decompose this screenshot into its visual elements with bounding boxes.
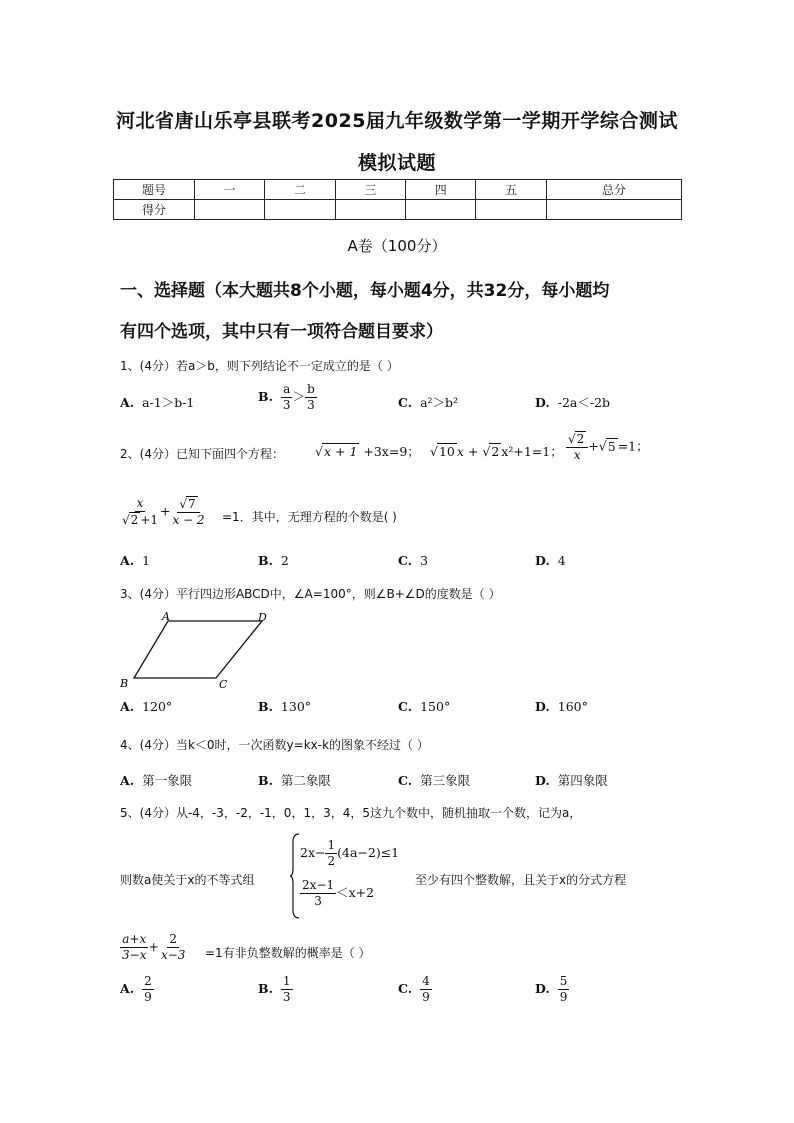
- q1-option-a: A. a-1＞b-1: [120, 395, 195, 410]
- q2-option-d: D. 4: [535, 553, 566, 568]
- q4-option-b: B. 第二象限: [258, 773, 331, 788]
- question-1-stem: 1、(4分）若a＞b，则下列结论不一定成立的是（ ）: [120, 359, 399, 373]
- section-heading-line2: 有四个选项，其中只有一项符合题目要求）: [120, 322, 443, 342]
- table-cell: 一: [195, 180, 265, 200]
- part-a-heading: A卷（100分）: [347, 237, 447, 255]
- question-2-stem: 2、(4分）已知下面四个方程：: [120, 447, 284, 461]
- score-input-cell[interactable]: [335, 200, 405, 220]
- question-5-stem-line1: 5、(4分）从-4，-3，-2，-1，0，1，3，4，5这九个数中，随机抽取一个数，记为a，: [120, 806, 582, 820]
- question-5-stem-right: 至少有四个整数解，且关于x的分式方程: [415, 873, 627, 887]
- inequality-1: 2x− $\frac{1}{2}$ (4a−2)≤1: [300, 838, 400, 868]
- question-4-stem: 4、(4分）当k＜0时，一次函数y=kx-k的图象不经过（ ）: [120, 738, 429, 752]
- vertex-label-c: C: [219, 678, 228, 691]
- parallelogram-figure: [118, 610, 278, 692]
- q2-option-c: C. 3: [398, 553, 429, 568]
- q2-equation-2: √10 x + √2 x²+1=1；: [430, 444, 563, 459]
- q5-option-b: B. $\frac{1}{3}$: [258, 974, 291, 1004]
- q5-option-a: A. $\frac{2}{9}$: [120, 974, 152, 1004]
- score-table-header-row: [114, 180, 682, 200]
- score-input-cell[interactable]: [546, 200, 681, 220]
- score-input-cell[interactable]: [265, 200, 335, 220]
- q2-equation-4: $\frac{x}{√2 +1}$ + $\frac{√7}{x - 2}$: [122, 496, 205, 527]
- q5-stem-tail: =1有非负整数解的概率是（ ）: [205, 946, 371, 960]
- q1-option-c: C. a²＞b²: [398, 395, 459, 410]
- q5-option-d: D. $\frac{5}{9}$: [535, 974, 568, 1004]
- q1-option-b: B. $\frac{a}{3}$ ＞ $\frac{b}{3}$: [258, 382, 315, 412]
- table-cell: 题号: [114, 180, 195, 200]
- table-cell: 三: [335, 180, 405, 200]
- table-cell: 得分: [114, 200, 195, 220]
- q2-option-a: A. 1: [120, 553, 151, 568]
- table-cell: 总分: [546, 180, 681, 200]
- score-table: [113, 179, 682, 220]
- inequality-2: $\frac{2x-1}{3}$ ＜x+2: [302, 878, 375, 908]
- section-heading-line1: 一、选择题（本大题共8个小题，每小题4分，共32分，每小题均: [120, 281, 610, 301]
- q2-stem-tail: =1．其中，无理方程的个数是( ): [222, 510, 397, 524]
- question-5-stem-left: 则数a使关于x的不等式组: [120, 873, 255, 887]
- score-input-cell[interactable]: [195, 200, 265, 220]
- q4-option-c: C. 第三象限: [398, 773, 471, 788]
- vertex-label-b: B: [120, 677, 129, 690]
- vertex-label-a: A: [162, 610, 170, 623]
- q1-option-d: D. -2a＜-2b: [535, 395, 611, 410]
- q2-equation-3: $\frac{√2}{x}$ +√5 =1；: [568, 432, 649, 462]
- parallelogram-shape: [134, 621, 262, 678]
- q2-option-b: B. 2: [258, 553, 289, 568]
- question-3-stem: 3、(4分）平行四边形ABCD中，∠A=100°，则∠B+∠D的度数是（ ）: [120, 587, 501, 601]
- q3-option-a: A. 120°: [120, 699, 173, 714]
- q5-option-c: C. $\frac{4}{9}$: [398, 974, 430, 1004]
- q4-option-a: A. 第一象限: [120, 773, 193, 788]
- q5-fractional-equation: $\frac{a+x}{3-x}$ + $\frac{2}{x-3}$: [122, 932, 186, 962]
- table-cell: 二: [265, 180, 335, 200]
- vertex-label-d: D: [258, 611, 267, 624]
- q3-option-b: B. 130°: [258, 699, 312, 714]
- q3-option-d: D. 160°: [535, 699, 588, 714]
- score-table-score-row: [114, 200, 682, 220]
- q3-option-c: C. 150°: [398, 699, 451, 714]
- q2-equation-1: √x + 1 +3x=9；: [315, 444, 420, 459]
- q4-option-d: D. 第四象限: [535, 773, 608, 788]
- score-input-cell[interactable]: [406, 200, 476, 220]
- table-cell: 五: [476, 180, 546, 200]
- table-cell: 四: [406, 180, 476, 200]
- document-title-line2: 模拟试题: [357, 152, 436, 174]
- document-title-line1: 河北省唐山乐亭县联考2025届九年级数学第一学期开学综合测试: [116, 110, 678, 132]
- score-input-cell[interactable]: [476, 200, 546, 220]
